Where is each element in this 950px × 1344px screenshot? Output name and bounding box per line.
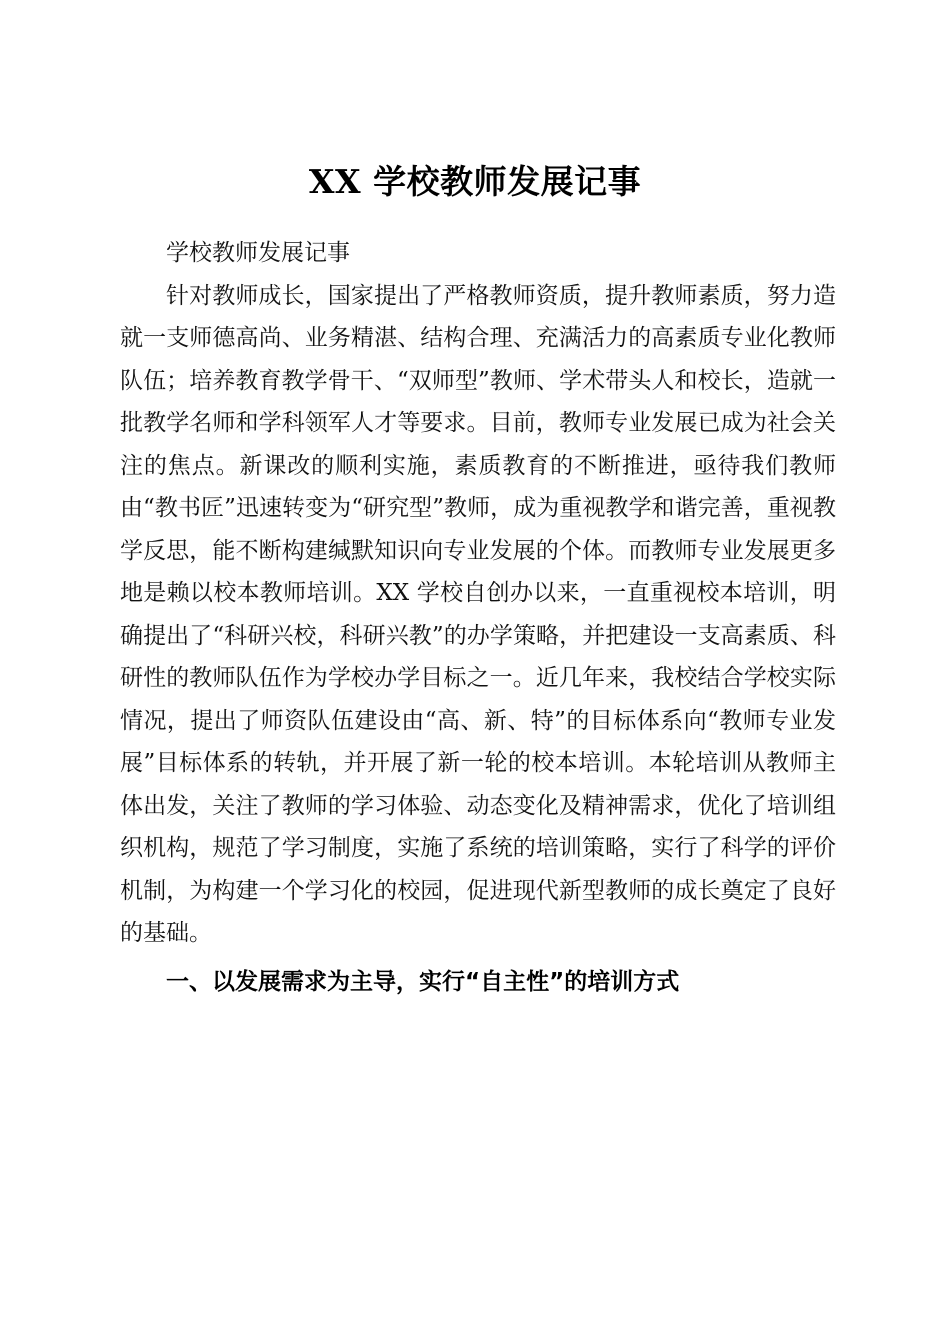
document-title: XX 学校教师发展记事 xyxy=(308,162,642,202)
intro-paragraph: 针对教师成长，国家提出了严格教师资质，提升教师素质，努力造就一支师德高尚、业务精湛、结构合理、充满活力的高素质专业化教师队伍；培养教育教学骨干、“双师型”教师、学术带头人和校长，造就一批教学名师和学科领军人才等要求。目前，教师专业发展已成为社会关注的焦点。新课改的顺利实施，素质教育的不断推进，亟待我们教师由“教书匠”迅速转变为“研究型”教师，成为重视教学和谐完善，重视教学反思，能不断构建缄默知识向专业发展的个体。而教师专业发展更多地是赖以校本教师培训。XX 学校自创办以来，一直重视校本培训，明确提出了“科研兴校，科研兴教”的办学策略，并把建设一支高素质、科研性的教师队伍作为学校办学目标之一。近几年来，我校结合学校实际情况，提出了师资队伍建设由“高、新、特”的目标体系向“教师专业发展”目标体系的转轨，并开展了新一轮的校本培训。本轮培训从教师主体出发，关注了教师的学习体验、动态变化及精神需求，优化了培训组织机构，规范了学习制度，实施了系统的培训策略，实行了科学的评价机制，为构建一个学习化的校园，促进现代新型教师的成长奠定了良好的基础。 xyxy=(120,282,836,946)
section-heading-1: 一、以发展需求为主导，实行“自主性”的培训方式 xyxy=(166,968,680,995)
document-body xyxy=(120,232,836,1003)
subtitle-paragraph: 学校教师发展记事 xyxy=(166,240,350,266)
